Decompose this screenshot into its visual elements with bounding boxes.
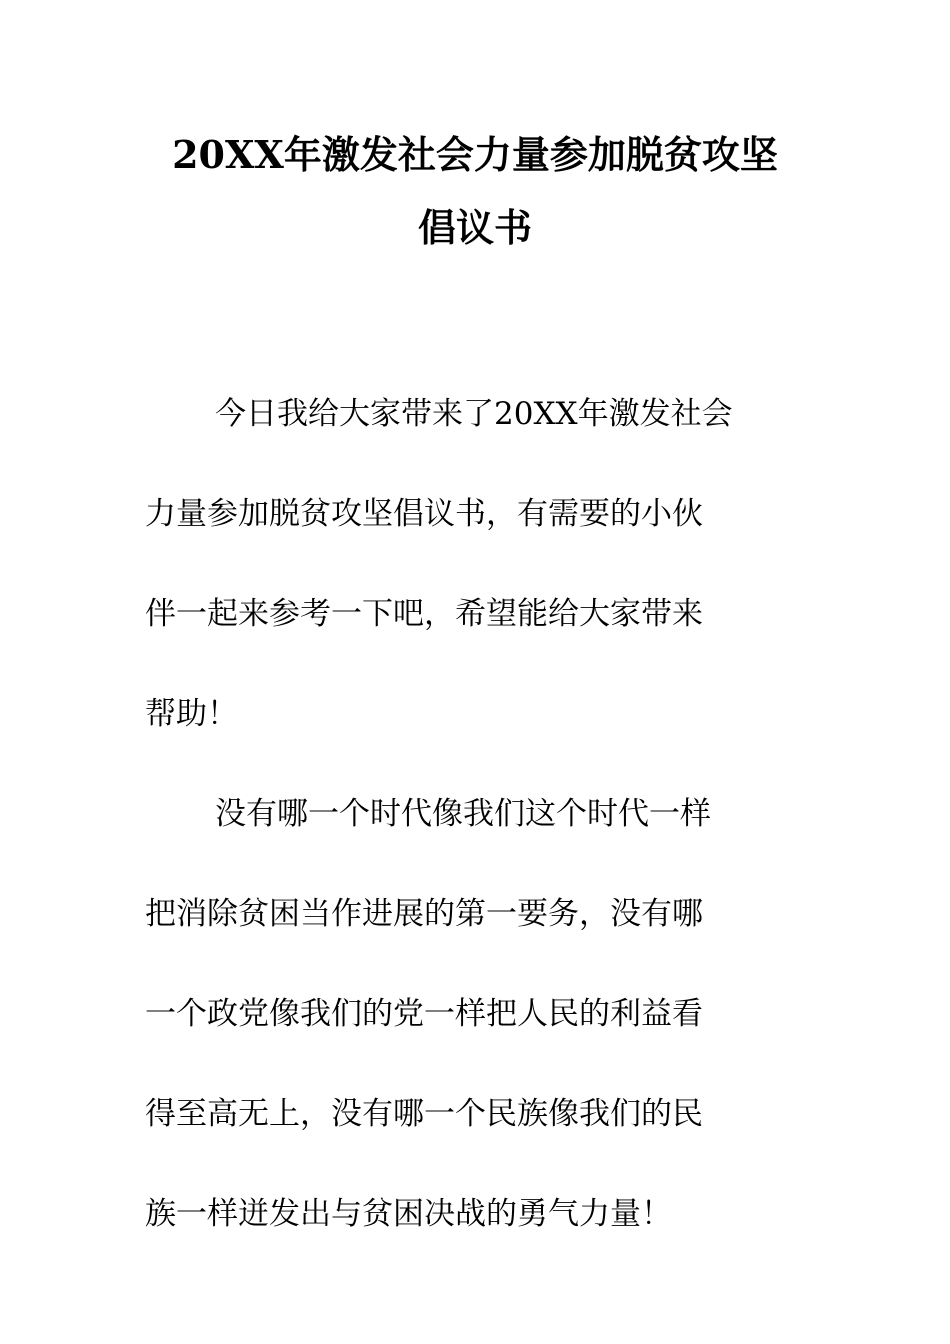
document-body	[145, 364, 805, 1264]
paragraph-line: 一个政党像我们的党一样把人民的利益看	[145, 996, 703, 1032]
paragraph-line: 把消除贫困当作进展的第一要务，没有哪	[145, 896, 703, 932]
paragraph-line: 得至高无上，没有哪一个民族像我们的民	[145, 1096, 703, 1132]
paragraph-line: 帮助！	[145, 696, 238, 732]
document-title	[145, 118, 805, 264]
title-line-1: 20XX年激发社会力量参加脱贫攻坚	[172, 132, 778, 177]
paragraph-1	[145, 364, 805, 764]
paragraph-2	[145, 764, 805, 1264]
paragraph-line: 今日我给大家带来了20XX年激发社会	[215, 396, 733, 432]
paragraph-line: 伴一起来参考一下吧，希望能给大家带来	[145, 596, 703, 632]
paragraph-line: 力量参加脱贫攻坚倡议书，有需要的小伙	[145, 496, 703, 532]
paragraph-line: 没有哪一个时代像我们这个时代一样	[215, 796, 711, 832]
title-line-2: 倡议书	[417, 205, 532, 250]
paragraph-line: 族一样迸发出与贫困决战的勇气力量！	[145, 1196, 672, 1232]
